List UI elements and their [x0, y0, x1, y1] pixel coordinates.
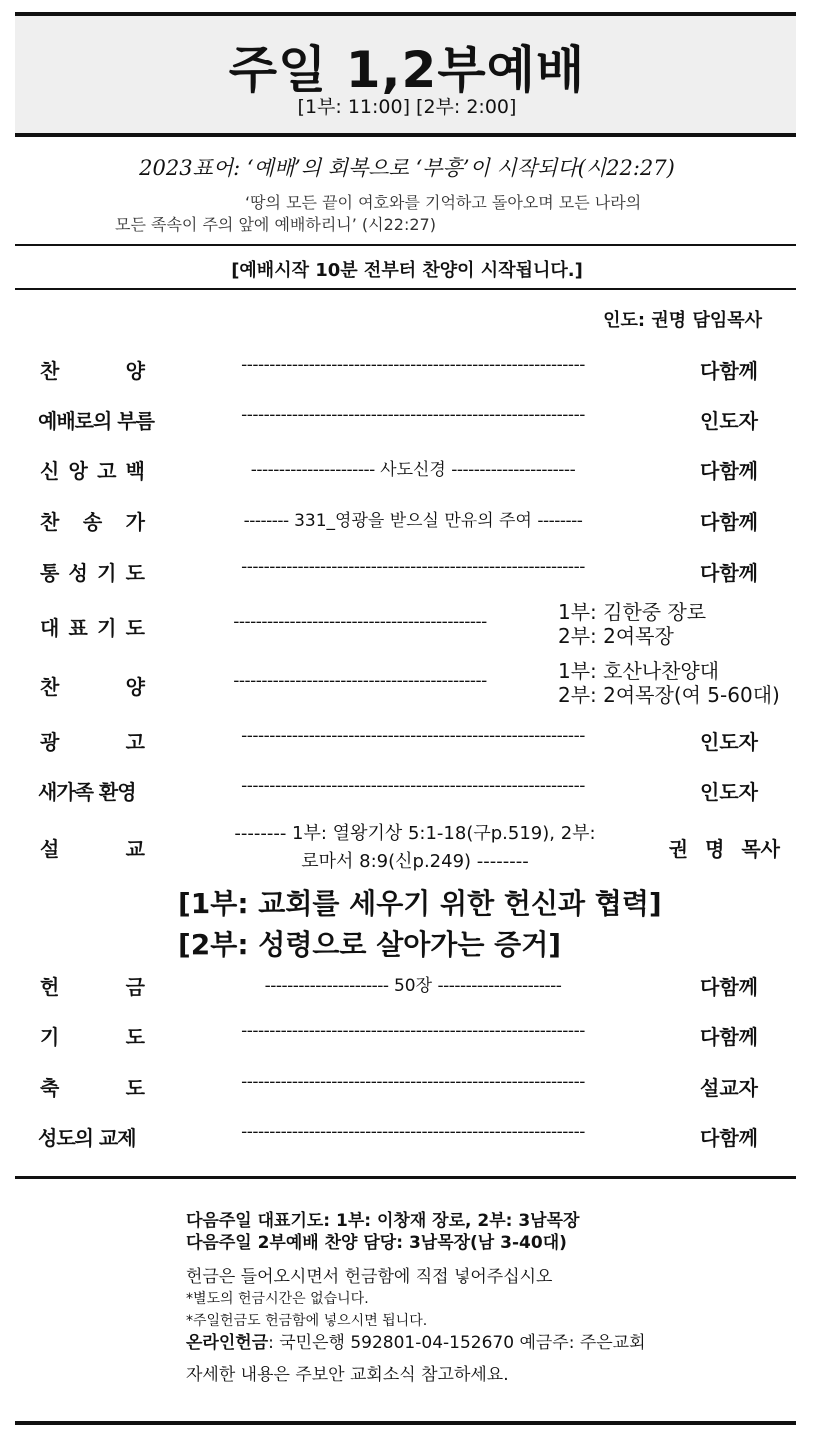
next-praise: 다음주일 2부예배 찬양 담당: 3남목장(남 3-40대)	[186, 1233, 567, 1253]
order-middle: ---------------------- 사도신경 ----------------------	[250, 460, 576, 480]
page-title: 주일 1,2부예배	[228, 41, 586, 99]
order-right: 다함께	[700, 561, 758, 585]
sermon-scripture-line-2: 로마서 8:9(신p.249) --------	[301, 851, 529, 872]
worship-leader: 인도: 권명 담임목사	[603, 310, 762, 331]
verse-line-1: ‘땅의 모든 끝이 여호와를 기억하고 돌아오며 모든 나라의	[245, 193, 642, 212]
order-right: 다함께	[700, 459, 758, 483]
order-right: 인도자	[700, 780, 758, 804]
order-dashes: -------------------------------------------------------------	[241, 1021, 585, 1041]
worship-notice: [예배시작 10분 전부터 찬양이 시작됩니다.]	[231, 260, 583, 281]
order-right: 다함께	[700, 975, 758, 999]
next-prayer: 다음주일 대표기도: 1부: 이창재 장로, 2부: 3남목장	[186, 1211, 580, 1231]
verse-line-2: 모든 족속이 주의 앞에 예배하리니’ (시22:27)	[115, 215, 436, 234]
sermon-scripture	[200, 820, 630, 876]
order-label: 설 교	[40, 837, 145, 861]
order-label: 찬 양	[40, 359, 145, 383]
order-label: 통 성 기 도	[40, 561, 145, 585]
sermon-title-1: [1부: 교회를 세우기 위한 헌신과 협력]	[178, 887, 662, 920]
order-dashes: ---------------------------------------------	[233, 612, 487, 632]
order-label: 새가족 환영	[38, 780, 136, 804]
order-row	[0, 1021, 814, 1051]
order-right-multi	[558, 659, 780, 707]
sermon-title-2: [2부: 성령으로 살아가는 증거]	[178, 928, 562, 961]
order-middle: -------- 331_영광을 받으실 만유의 주여 --------	[243, 511, 583, 531]
order-label: 기 도	[40, 1025, 145, 1049]
order-row	[0, 557, 814, 587]
order-right: 다함께	[700, 359, 758, 383]
online-offering-label: 온라인헌금	[186, 1333, 269, 1353]
order-right-multi	[558, 600, 706, 648]
creed-text: 사도신경	[380, 460, 446, 480]
order-row	[0, 455, 814, 485]
detail-note: 자세한 내용은 주보안 교회소식 참고하세요.	[186, 1365, 509, 1385]
order-row	[0, 659, 814, 707]
order-row	[0, 971, 814, 1001]
sermon-scripture-line-1: -------- 1부: 열왕기상 5:1-18(구p.519), 2부:	[234, 823, 596, 844]
order-dashes: -------------------------------------------------------------	[241, 355, 585, 375]
bottom-rule	[15, 1421, 796, 1425]
order-right: 다함께	[700, 1126, 758, 1150]
online-offering	[186, 1332, 786, 1354]
order-row	[0, 726, 814, 756]
order-row	[0, 600, 814, 648]
order-label: 찬 양	[40, 675, 145, 699]
order-right: 설교자	[700, 1076, 758, 1100]
order-label: 축 도	[40, 1076, 145, 1100]
notice-rule	[15, 288, 796, 290]
footer-notes	[186, 1210, 786, 1386]
order-dashes: -------------------------------------------------------------	[241, 557, 585, 577]
footer-rule	[15, 1176, 796, 1179]
offering-note-2: *주일헌금도 헌금함에 넣으시면 됩니다.	[186, 1313, 428, 1329]
theme-rule	[15, 244, 796, 246]
online-offering-detail: : 국민은행 592801-04-152670 예금주: 주은교회	[268, 1333, 646, 1353]
order-dashes: -------------------------------------------------------------	[241, 1122, 585, 1142]
order-dashes: -------------------------------------------------------------	[241, 1072, 585, 1092]
order-right: 다함께	[700, 510, 758, 534]
order-label: 신 앙 고 백	[40, 459, 145, 483]
offering-note: 헌금은 들어오시면서 헌금함에 직접 넣어주십시오	[186, 1267, 553, 1287]
order-label: 찬 송 가	[40, 510, 145, 534]
order-middle: ---------------------- 50장 ----------------------	[264, 976, 562, 996]
order-row	[0, 776, 814, 806]
praise-second: 2부: 2여목장(여 5-60대)	[558, 683, 780, 707]
order-row	[0, 355, 814, 385]
order-label: 대 표 기 도	[40, 616, 145, 640]
order-label: 예배로의 부름	[38, 409, 154, 433]
order-dashes: ---------------------------------------------	[233, 671, 487, 691]
offering-note-1: *별도의 헌금시간은 없습니다.	[186, 1291, 369, 1307]
order-dashes: -------------------------------------------------------------	[241, 405, 585, 425]
offering-hymn: 50장	[393, 976, 433, 996]
service-times: [1부: 11:00] [2부: 2:00]	[297, 96, 517, 118]
order-dashes: -------------------------------------------------------------	[241, 776, 585, 796]
order-row	[0, 405, 814, 435]
order-row	[0, 506, 814, 536]
order-right: 인도자	[700, 409, 758, 433]
order-right: 인도자	[700, 730, 758, 754]
header-rule	[15, 133, 796, 137]
order-label: 광 고	[40, 730, 145, 754]
prayer-first: 1부: 김한중 장로	[558, 600, 707, 624]
hymn-text: 331_영광을 받으실 만유의 주여	[294, 511, 532, 531]
order-dashes: -------------------------------------------------------------	[241, 726, 585, 746]
praise-first: 1부: 호산나찬양대	[558, 659, 720, 683]
order-right: 권 명 목사	[668, 837, 780, 861]
prayer-second: 2부: 2여목장	[558, 624, 674, 648]
order-label: 성도의 교제	[38, 1126, 136, 1150]
order-label: 헌 금	[40, 975, 145, 999]
order-row	[0, 1072, 814, 1102]
order-right: 다함께	[700, 1025, 758, 1049]
yearly-theme: 2023표어: ‘예배’의 회복으로 ‘부흥’이 시작되다(시22:27)	[139, 156, 675, 180]
order-row	[0, 1122, 814, 1152]
